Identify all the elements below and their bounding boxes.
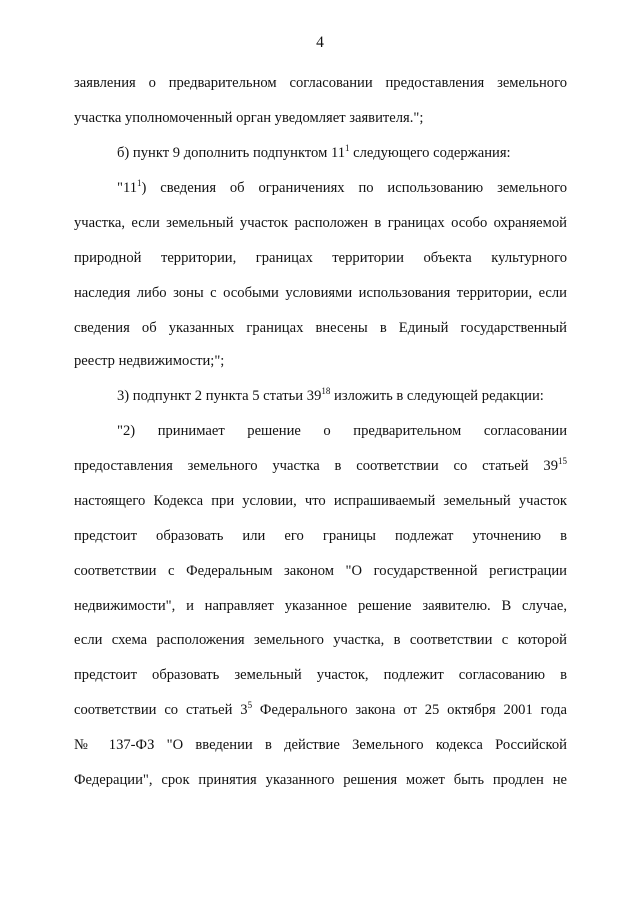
text-line: участка уполномоченный орган уведомляет заявителя."; bbox=[74, 110, 424, 126]
text-line: 3) подпункт 2 пункта 5 статьи $39^{18}$ изложить в следующей редакции: bbox=[117, 386, 544, 404]
text-line: предстоит образовать земельный участок, подлежит согласованию в bbox=[74, 667, 567, 683]
text-line: настоящего Кодекса при условии, что испрашиваемый земельный участок bbox=[74, 493, 567, 509]
text-line: заявления о предварительном согласовании предоставления земельного bbox=[74, 75, 567, 91]
text-line: недвижимости", и направляет указанное решение заявителю. В случае, bbox=[74, 598, 567, 614]
text-line: Федерации", срок принятия указанного решения может быть продлен не bbox=[74, 772, 567, 788]
text-line: если схема расположения земельного участка, в соответствии с которой bbox=[74, 632, 567, 648]
text-line: "$11^1$) сведения об ограничениях по использованию земельного bbox=[117, 178, 567, 196]
text-line: "2) принимает решение о предварительном согласовании bbox=[117, 423, 567, 439]
text-line: реестр недвижимости;"; bbox=[74, 353, 225, 369]
text-line: соответствии с Федеральным законом "О государственной регистрации bbox=[74, 563, 567, 579]
text-line: природной территории, границах территории объекта культурного bbox=[74, 250, 567, 266]
text-line: сведения об указанных границах внесены в Единый государственный bbox=[74, 320, 567, 336]
text-line: б) пункт 9 дополнить подпунктом $11^1$ следующего содержания: bbox=[117, 143, 511, 161]
text-line: предстоит образовать или его границы подлежат уточнению в bbox=[74, 528, 567, 544]
text-line: № 137-ФЗ "О введении в действие Земельного кодекса Российской bbox=[74, 737, 567, 753]
page-number: 4 bbox=[316, 34, 324, 51]
text-line: участка, если земельный участок расположен в границах особо охраняемой bbox=[74, 215, 567, 231]
text-line: соответствии со статьей $3^5$ Федерального закона от 25 октября 2001 года bbox=[74, 700, 567, 718]
text-line: предоставления земельного участка в соответствии со статьей $39^{15}$ bbox=[74, 456, 567, 474]
text-line: наследия либо зоны с особыми условиями использования территории, если bbox=[74, 285, 567, 301]
